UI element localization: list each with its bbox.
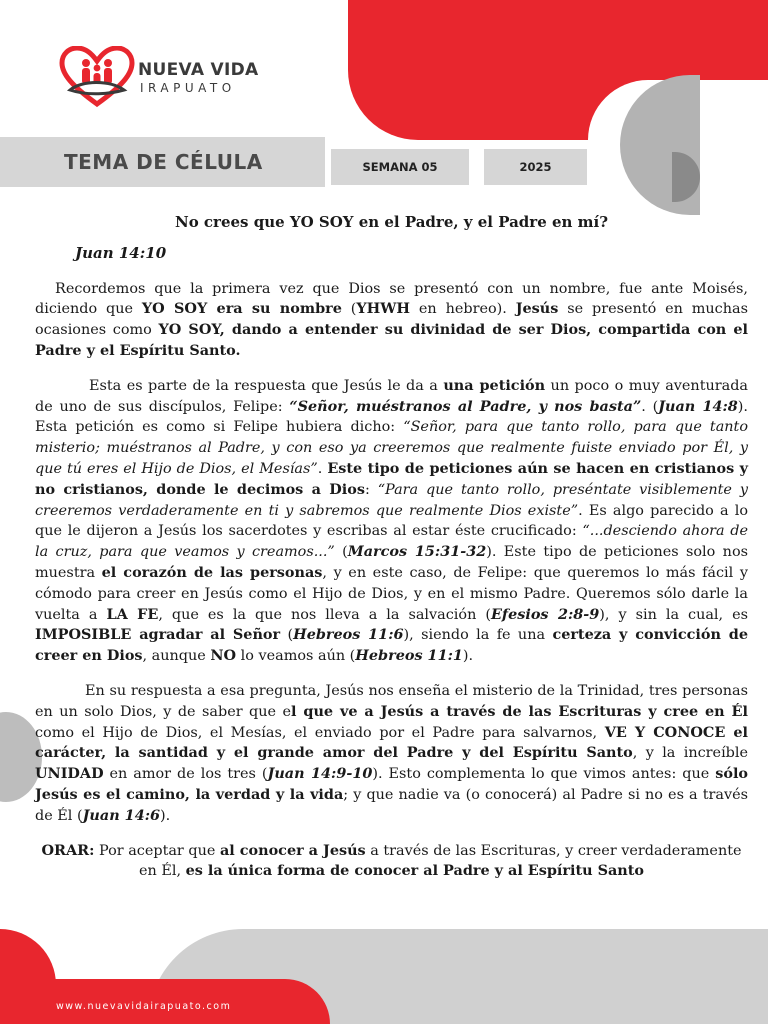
text-run: como el Hijo de Dios, el Mesías, el enviado por el Padre para salvarnos, bbox=[35, 724, 605, 741]
text-run: en amor de los tres ( bbox=[103, 766, 268, 783]
document-title: No crees que YO SOY en el Padre, y el Padre en mí? bbox=[174, 213, 608, 231]
text-run: Por aceptar que bbox=[94, 842, 220, 859]
logo bbox=[58, 46, 308, 116]
logo-city: IRAPUATO bbox=[140, 81, 236, 95]
text-run: : bbox=[364, 481, 378, 498]
text-run: Esta es parte de la respuesta que Jesús le da a bbox=[89, 377, 444, 394]
text-run: En su respuesta a esa pregunta, Jesús nos enseña el misterio de la Trinidad, tres personas en un solo Dios, y de saber que e bbox=[35, 682, 748, 720]
text-run: l que ve a Jesús a través de las Escrituras y cree en Él bbox=[291, 702, 748, 720]
text-run: al conocer a Jesús bbox=[219, 841, 366, 859]
paragraph bbox=[35, 681, 748, 827]
footer-url: www.nuevavidairapuato.com bbox=[56, 1001, 232, 1012]
text-run: . ( bbox=[641, 398, 659, 415]
text-run: ). bbox=[160, 807, 171, 824]
paragraph bbox=[35, 279, 748, 362]
text-run: VE Y CONOCE el carácter, la santidad y el grande amor del Padre y del Espíritu Santo bbox=[35, 723, 748, 762]
text-run: Efesios 2:8-9 bbox=[490, 605, 600, 623]
text-run: Hebreos 11:1 bbox=[355, 647, 463, 665]
text-run: ( bbox=[341, 301, 357, 318]
text-run: Jesús bbox=[515, 300, 559, 318]
text-run: YO SOY era su nombre bbox=[141, 300, 342, 318]
text-run: ( bbox=[280, 627, 294, 644]
text-run: , que es la que nos lleva a la salvación ( bbox=[158, 606, 491, 623]
logo-name: NUEVA VIDA bbox=[138, 60, 259, 80]
text-run: ( bbox=[334, 544, 348, 561]
text-run: Juan 14:6 bbox=[82, 806, 161, 824]
text-run: ). Esto complementa lo que vimos antes: que bbox=[372, 766, 716, 783]
text-run: a través de las Escrituras, y creer verdaderamente en Él, bbox=[138, 842, 742, 880]
text-run: , y la increíble bbox=[632, 745, 748, 762]
text-run: ORAR: bbox=[41, 841, 95, 859]
header-title: TEMA DE CÉLULA bbox=[64, 150, 263, 174]
text-run: LA FE bbox=[106, 605, 159, 623]
text-run: ). Este tipo de peticiones solo nos muestra bbox=[35, 544, 748, 581]
text-run: certeza y convicción de creer en Dios bbox=[35, 626, 748, 665]
text-run: “Para que tanto rollo, preséntate visiblemente y creeremos verdaderamente en ti y sabremos que realmente Dios existe” bbox=[35, 481, 748, 519]
text-run: , y en este caso, de Felipe: que queremos lo más fácil y cómodo para creer en Jesús como el Hijo de Dios, y en el mismo Padre. Queremos sólo darle la vuelta a bbox=[35, 564, 748, 623]
text-run: UNIDAD bbox=[35, 765, 104, 783]
text-run: . bbox=[317, 460, 328, 477]
text-run: Juan 14:8 bbox=[658, 397, 738, 415]
text-run: Juan 14:9-10 bbox=[267, 765, 373, 783]
paragraph bbox=[35, 376, 748, 667]
text-run: Recordemos que la primera vez que Dios se presentó con un nombre, fue ante Moisés, diciendo que bbox=[35, 280, 748, 318]
text-run: ; y que nadie va (o conocerá) al Padre si no es a través de Él ( bbox=[35, 786, 748, 824]
text-run: se presentó en muchas ocasiones como bbox=[35, 301, 748, 339]
text-run: “...desciendo ahora de la cruz, para que veamos y creamos...” bbox=[35, 523, 748, 561]
text-run: YO SOY, dando a entender su divinidad de ser Dios, compartida con el Padre y el Espíritu Santo. bbox=[35, 321, 748, 359]
text-run: ). bbox=[462, 648, 474, 665]
heart-family-icon bbox=[58, 46, 136, 108]
text-run: Hebreos 11:6 bbox=[293, 626, 404, 644]
year-badge: 2025 bbox=[484, 149, 587, 185]
text-run: , aunque bbox=[142, 648, 211, 665]
text-run: . Es algo parecido a lo que le dijeron a Jesús los sacerdotes y escribas al estar éste crucificado: bbox=[35, 502, 748, 540]
scripture-reference: Juan 14:10 bbox=[75, 243, 167, 262]
text-run: IMPOSIBLE agradar al Señor bbox=[35, 626, 281, 644]
text-run: una petición bbox=[443, 376, 546, 394]
text-run: NO bbox=[210, 647, 237, 665]
document-body bbox=[35, 212, 748, 896]
text-run: en hebreo). bbox=[410, 301, 516, 318]
text-run: YHWH bbox=[356, 300, 411, 318]
text-run: “Señor, muéstranos al Padre, y nos basta” bbox=[289, 397, 642, 415]
text-run: ), siendo la fe una bbox=[403, 627, 553, 644]
text-run: un poco o muy aventurada de uno de sus discípulos, Felipe: bbox=[35, 377, 749, 415]
prayer-paragraph bbox=[35, 841, 748, 883]
text-run: Marcos 15:31-32 bbox=[347, 543, 487, 561]
week-badge: SEMANA 05 bbox=[331, 149, 469, 185]
text-run: el corazón de las personas bbox=[101, 563, 323, 581]
text-run: sólo Jesús es el camino, la verdad y la vida bbox=[35, 765, 749, 803]
text-run: Este tipo de peticiones aún se hacen en cristianos y no cristianos, donde le decimos a Dios bbox=[35, 459, 748, 498]
text-run: “Señor, para que tanto rollo, para que tanto misterio; muéstranos al Padre, y con eso ya creeremos que realmente fuiste enviado por Él, y que tú eres el Hijo de Dios, el Mesías” bbox=[35, 419, 748, 477]
text-run: ). Esta petición es como si Felipe hubiera dicho: bbox=[35, 398, 748, 436]
text-run: ), y sin la cual, es bbox=[599, 606, 749, 623]
text-run: lo veamos aún ( bbox=[236, 648, 356, 665]
text-run: es la única forma de conocer al Padre y al Espíritu Santo bbox=[185, 862, 644, 880]
